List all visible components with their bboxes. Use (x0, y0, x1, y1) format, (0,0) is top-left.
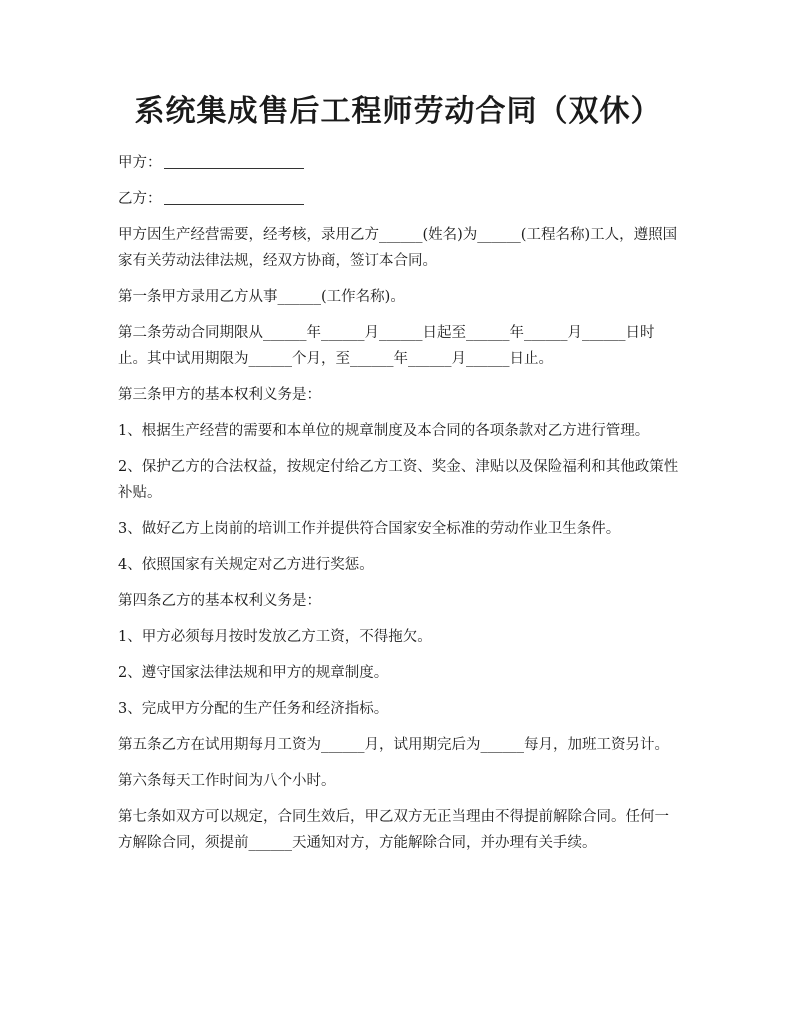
paragraph-article-4: 第四条乙方的基本权利义务是： (118, 593, 321, 609)
paragraph-article-3-item-3: 3、做好乙方上岗前的培训工作并提供符合国家安全标准的劳动作业卫生条件。 (118, 521, 621, 537)
paragraph-article-5: 第五条乙方在试用期每月工资为______月，试用期完后为______每月，加班工资另计。 (118, 737, 669, 753)
paragraph-article-3: 第三条甲方的基本权利义务是： (118, 387, 321, 403)
paragraph-article-3-item-2: 2、保护乙方的合法权益，按规定付给乙方工资、奖金、津贴以及保险福利和其他政策性补贴。 (118, 459, 679, 501)
document-title: 系统集成售后工程师劳动合同（双休） (134, 94, 662, 129)
paragraph-article-4-item-3: 3、完成甲方分配的生产任务和经济指标。 (118, 701, 389, 717)
party-a-blank (164, 150, 304, 169)
paragraph-article-7: 第七条如双方可以规定，合同生效后，甲乙双方无正当理由不得提前解除合同。任何一方解除合同，须提前______天通知对方，方能解除合同，并办理有关手续。 (118, 809, 669, 851)
paragraph-article-3-item-4: 4、依照国家有关规定对乙方进行奖惩。 (118, 557, 374, 573)
party-a-line (118, 150, 683, 176)
document-body (118, 150, 683, 866)
party-b-label: 乙方： (118, 191, 162, 207)
paragraph-article-6: 第六条每天工作时间为八个小时。 (118, 773, 336, 789)
party-a-label: 甲方： (118, 155, 162, 171)
paragraph-article-3-item-1: 1、根据生产经营的需要和本单位的规章制度及本合同的各项条款对乙方进行管理。 (118, 423, 650, 439)
paragraph-article-2: 第二条劳动合同期限从______年______月______日起至______年______月______日时止。其中试用期限为______个月，至______年______月______日止。 (118, 325, 655, 367)
paragraph-article-4-item-1: 1、甲方必须每月按时发放乙方工资，不得拖欠。 (118, 629, 432, 645)
paragraph-intro: 甲方因生产经营需要，经考核，录用乙方______(姓名)为______(工程名称)工人，遵照国家有关劳动法律法规，经双方协商，签订本合同。 (118, 227, 678, 269)
paragraph-article-1: 第一条甲方录用乙方从事______(工作名称)。 (118, 289, 405, 305)
party-b-blank (164, 186, 304, 205)
paragraph-article-4-item-2: 2、遵守国家法律法规和甲方的规章制度。 (118, 665, 389, 681)
party-b-line (118, 186, 683, 212)
